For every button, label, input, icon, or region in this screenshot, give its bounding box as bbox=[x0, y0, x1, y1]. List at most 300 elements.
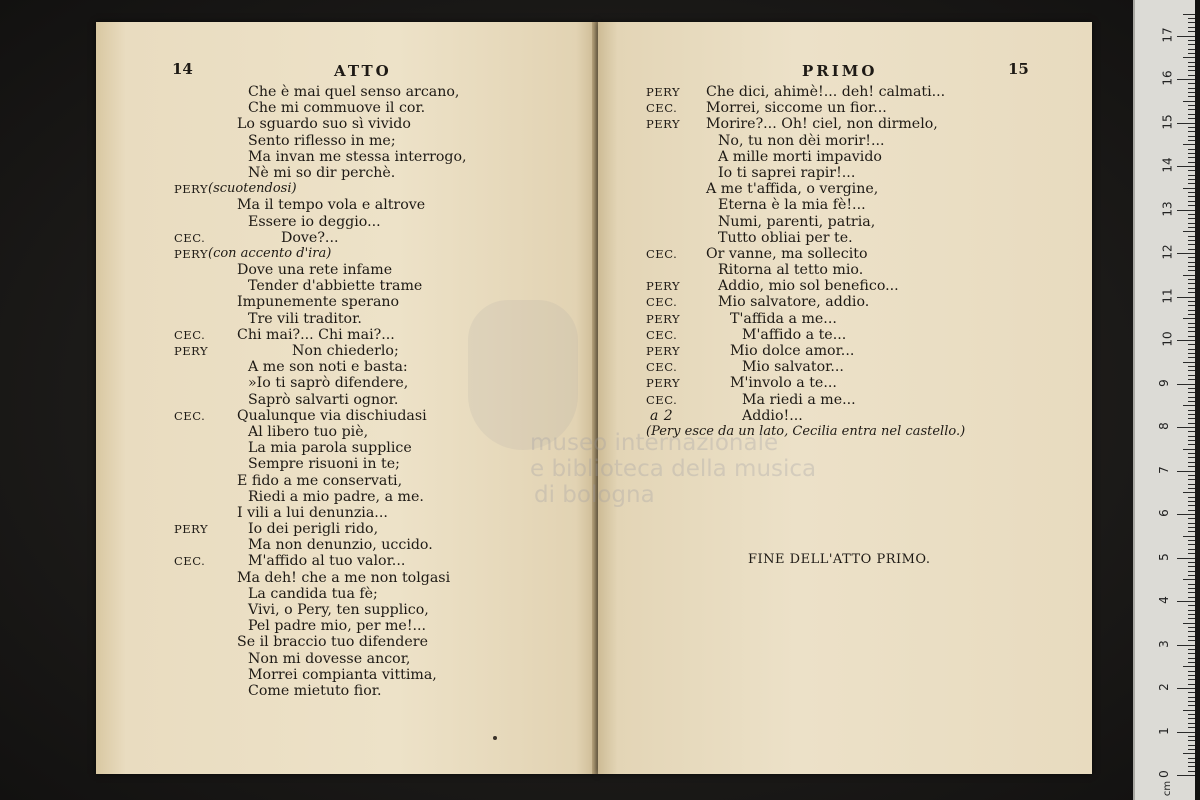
ruler-tick bbox=[1188, 592, 1195, 593]
ruler-tick bbox=[1188, 370, 1195, 371]
ruler-number: 9 bbox=[1156, 378, 1171, 387]
verse-text: No, tu non dèi morir!... bbox=[718, 132, 885, 149]
ruler-tick bbox=[1188, 723, 1195, 724]
ruler-tick bbox=[1188, 649, 1195, 650]
ruler-tick bbox=[1188, 327, 1195, 328]
running-head-left: ATTO bbox=[334, 62, 392, 80]
ruler-tick bbox=[1177, 36, 1195, 37]
verse-text: Nè mi so dir perchè. bbox=[248, 164, 396, 181]
verse-line bbox=[174, 165, 594, 181]
speaker-name: CEC. bbox=[174, 554, 206, 569]
ruler-tick bbox=[1188, 83, 1195, 84]
ruler-tick bbox=[1188, 697, 1195, 698]
ruler-tick bbox=[1188, 183, 1195, 184]
ruler-tick bbox=[1188, 497, 1195, 498]
verse-text: A me t'affida, o vergine, bbox=[706, 181, 879, 198]
verse-text: M'affido a te... bbox=[742, 326, 847, 343]
verse-line bbox=[174, 586, 594, 602]
verse-text: Morrei compianta vittima, bbox=[248, 666, 437, 683]
verse-line bbox=[174, 489, 594, 505]
ruler-tick bbox=[1188, 131, 1195, 132]
ruler-tick bbox=[1188, 636, 1195, 637]
verse-line bbox=[646, 84, 1086, 100]
verse-text: Che dici, ahimè!... deh! calmati... bbox=[706, 84, 946, 100]
ruler-tick bbox=[1188, 279, 1195, 280]
verse-line bbox=[646, 214, 1086, 230]
ruler-tick bbox=[1183, 449, 1195, 450]
ruler-tick bbox=[1188, 479, 1195, 480]
ruler-tick bbox=[1188, 283, 1195, 284]
measuring-ruler bbox=[1133, 0, 1195, 800]
ruler-tick bbox=[1188, 671, 1195, 672]
ruler-tick bbox=[1188, 484, 1195, 485]
ruler-tick bbox=[1183, 753, 1195, 754]
verse-line bbox=[646, 327, 1086, 343]
ruler-tick bbox=[1177, 123, 1195, 124]
ruler-tick bbox=[1188, 262, 1195, 263]
ruler-tick bbox=[1188, 127, 1195, 128]
ruler-tick bbox=[1188, 453, 1195, 454]
watermark-logo bbox=[468, 300, 578, 450]
ruler-tick bbox=[1188, 488, 1195, 489]
ruler-tick bbox=[1188, 223, 1195, 224]
verse-line bbox=[646, 311, 1086, 327]
ruler-tick bbox=[1188, 575, 1195, 576]
ruler-tick bbox=[1188, 44, 1195, 45]
page-number-left: 14 bbox=[172, 60, 193, 78]
speaker-name: PERY bbox=[646, 311, 681, 326]
verse-text: M'involo a te... bbox=[730, 375, 837, 392]
speaker-name: CEC. bbox=[646, 360, 678, 375]
ruler-tick bbox=[1183, 710, 1195, 711]
ruler-tick bbox=[1188, 397, 1195, 398]
ruler-tick bbox=[1177, 427, 1195, 428]
ruler-tick bbox=[1177, 558, 1195, 559]
ruler-tick bbox=[1188, 240, 1195, 241]
speaker-name: CEC. bbox=[646, 101, 678, 116]
ruler-tick bbox=[1188, 410, 1195, 411]
speaker-name: CEC. bbox=[646, 246, 678, 261]
ruler-tick bbox=[1177, 514, 1195, 515]
ruler-tick bbox=[1188, 192, 1195, 193]
ruler-tick bbox=[1188, 736, 1195, 737]
ruler-tick bbox=[1188, 375, 1195, 376]
ruler-tick bbox=[1188, 749, 1195, 750]
ruler-tick bbox=[1183, 144, 1195, 145]
ruler-tick bbox=[1188, 584, 1195, 585]
watermark-line-2: e biblioteca della musica bbox=[530, 456, 817, 482]
verse-text: Chi mai?... Chi mai?... bbox=[237, 326, 395, 343]
ruler-tick bbox=[1188, 766, 1195, 767]
ruler-tick bbox=[1183, 666, 1195, 667]
ruler-tick bbox=[1188, 705, 1195, 706]
verse-line bbox=[646, 149, 1086, 165]
ruler-tick bbox=[1188, 418, 1195, 419]
ruler-tick bbox=[1188, 475, 1195, 476]
ruler-number: 10 bbox=[1160, 331, 1175, 347]
verse-text: Addio!... bbox=[742, 407, 803, 424]
speaker-name: PERY bbox=[646, 344, 681, 358]
verse-line bbox=[646, 181, 1086, 197]
verse-line bbox=[174, 651, 594, 667]
ruler-number: 0 bbox=[1156, 770, 1171, 778]
ruler-tick bbox=[1188, 462, 1195, 463]
speaker-name: CEC. bbox=[174, 230, 206, 245]
speaker-name: CEC. bbox=[646, 327, 678, 342]
verse-line bbox=[646, 343, 1086, 359]
ruler-number: 4 bbox=[1156, 596, 1171, 604]
verse-text: »Io ti saprò difendere, bbox=[248, 375, 409, 392]
ruler-tick bbox=[1188, 758, 1195, 759]
verse-text: Mio salvatore, addio. bbox=[718, 294, 870, 311]
ruler-tick bbox=[1188, 531, 1195, 532]
ruler-tick bbox=[1188, 292, 1195, 293]
verse-line bbox=[174, 278, 594, 294]
ruler-tick bbox=[1188, 353, 1195, 354]
ruler-tick bbox=[1188, 66, 1195, 67]
ruler-tick bbox=[1177, 688, 1195, 689]
ruler-number: 11 bbox=[1160, 287, 1175, 304]
verse-text: Tender d'abbiette trame bbox=[248, 278, 423, 295]
ruler-tick bbox=[1188, 431, 1195, 432]
verse-text: Vivi, o Pery, ten supplico, bbox=[248, 602, 429, 618]
ruler-tick bbox=[1188, 22, 1195, 23]
verse-line bbox=[646, 133, 1086, 149]
verse-text: Io ti saprei rapir!... bbox=[718, 164, 856, 181]
ruler-tick bbox=[1188, 175, 1195, 176]
verse-line bbox=[174, 149, 594, 165]
ruler-tick bbox=[1177, 775, 1195, 776]
ruler-tick bbox=[1188, 388, 1195, 389]
ruler-tick bbox=[1188, 92, 1195, 93]
ruler-tick bbox=[1188, 392, 1195, 393]
verse-line bbox=[174, 618, 594, 634]
ruler-tick bbox=[1188, 105, 1195, 106]
ruler-tick bbox=[1188, 653, 1195, 654]
ruler-tick bbox=[1188, 236, 1195, 237]
ruler-tick bbox=[1188, 662, 1195, 663]
ruler-tick bbox=[1177, 645, 1195, 646]
speaker-name: PERY bbox=[174, 246, 209, 261]
ruler-tick bbox=[1188, 244, 1195, 245]
ruler-tick bbox=[1188, 27, 1195, 28]
verse-line bbox=[174, 521, 594, 537]
ruler-tick bbox=[1188, 571, 1195, 572]
verse-text: Morrei, siccome un fior... bbox=[706, 100, 887, 117]
speaker-name: CEC. bbox=[646, 295, 678, 310]
verse-line bbox=[174, 230, 594, 246]
ruler-number: 1 bbox=[1156, 726, 1171, 735]
ruler-tick bbox=[1188, 714, 1195, 715]
ruler-tick bbox=[1188, 88, 1195, 89]
verse-text: T'affida a me... bbox=[730, 310, 837, 327]
ruler-tick bbox=[1188, 518, 1195, 519]
ruler-tick bbox=[1188, 310, 1195, 311]
ruler-tick bbox=[1188, 627, 1195, 628]
ruler-tick bbox=[1188, 436, 1195, 437]
ruler-tick bbox=[1183, 318, 1195, 319]
ruler-tick bbox=[1183, 405, 1195, 406]
verse-text: M'affido al tuo valor... bbox=[248, 553, 406, 570]
ruler-tick bbox=[1188, 305, 1195, 306]
ruler-tick bbox=[1188, 201, 1195, 202]
verse-text: Che mi commuove il cor. bbox=[248, 100, 426, 117]
verse-text: I vili a lui denunzia... bbox=[237, 504, 388, 521]
verse-text: Essere io deggio... bbox=[248, 213, 381, 230]
verse-text: Ma invan me stessa interrogo, bbox=[248, 148, 467, 165]
ruler-tick bbox=[1188, 266, 1195, 267]
verse-line bbox=[174, 683, 594, 699]
ruler-tick bbox=[1188, 692, 1195, 693]
ruler-tick bbox=[1188, 501, 1195, 502]
ruler-number: 14 bbox=[1160, 157, 1175, 173]
ruler-tick bbox=[1188, 740, 1195, 741]
ruler-tick bbox=[1188, 349, 1195, 350]
verse-text: Saprò salvarti ognor. bbox=[248, 391, 399, 408]
verse-line bbox=[646, 197, 1086, 213]
ruler-tick bbox=[1188, 771, 1195, 772]
verse-line bbox=[174, 553, 594, 569]
verse-text: Impunemente sperano bbox=[237, 294, 400, 311]
ruler-tick bbox=[1188, 605, 1195, 606]
verse-text: Riedi a mio padre, a me. bbox=[248, 488, 424, 505]
ruler-tick bbox=[1188, 157, 1195, 158]
verse-line bbox=[646, 359, 1086, 375]
ruler-tick bbox=[1188, 62, 1195, 63]
ruler-tick bbox=[1188, 466, 1195, 467]
ruler-tick bbox=[1188, 618, 1195, 619]
stage-direction: (con accento d'ira) bbox=[208, 245, 332, 261]
ruler-tick bbox=[1188, 566, 1195, 567]
verse-text: Ma riedi a me... bbox=[742, 391, 856, 408]
verse-line bbox=[174, 634, 594, 650]
verse-line bbox=[646, 246, 1086, 262]
ruler-tick bbox=[1188, 288, 1195, 289]
ruler-tick bbox=[1183, 14, 1195, 15]
ruler-tick bbox=[1183, 623, 1195, 624]
ruler-number: 7 bbox=[1156, 465, 1171, 474]
ruler-tick bbox=[1188, 423, 1195, 424]
verse-line bbox=[174, 246, 594, 262]
ruler-tick bbox=[1188, 227, 1195, 228]
ruler-tick bbox=[1183, 579, 1195, 580]
ruler-tick bbox=[1188, 18, 1195, 19]
ruler-tick bbox=[1183, 362, 1195, 363]
ruler-tick bbox=[1188, 610, 1195, 611]
verse-line bbox=[174, 602, 594, 618]
ruler-number: 6 bbox=[1156, 509, 1171, 517]
ruler-tick bbox=[1183, 536, 1195, 537]
verse-text: Dove?... bbox=[281, 229, 339, 246]
ruler-unit: cm bbox=[1162, 780, 1174, 797]
ruler-tick bbox=[1188, 31, 1195, 32]
verse-text: Non chiederlo; bbox=[292, 343, 399, 359]
ruler-tick bbox=[1188, 109, 1195, 110]
ruler-tick bbox=[1188, 153, 1195, 154]
ruler-tick bbox=[1183, 275, 1195, 276]
ruler-tick bbox=[1188, 96, 1195, 97]
speaker-name: PERY bbox=[174, 182, 209, 197]
ink-dot bbox=[493, 736, 497, 740]
ruler-tick bbox=[1188, 540, 1195, 541]
ruler-tick bbox=[1188, 170, 1195, 171]
ruler-tick bbox=[1188, 727, 1195, 728]
ruler-number: 15 bbox=[1160, 113, 1175, 130]
ruler-number: 17 bbox=[1160, 26, 1175, 43]
verse-line bbox=[174, 197, 594, 213]
ruler-tick bbox=[1177, 471, 1195, 472]
ruler-tick bbox=[1188, 357, 1195, 358]
ruler-tick bbox=[1188, 118, 1195, 119]
verse-text: Mio dolce amor... bbox=[730, 343, 855, 359]
ruler-tick bbox=[1188, 614, 1195, 615]
ruler-tick bbox=[1177, 384, 1195, 385]
watermark-line-3: di bologna bbox=[534, 482, 655, 508]
verse-text: Pel padre mio, per me!... bbox=[248, 618, 427, 635]
ruler-tick bbox=[1177, 340, 1195, 341]
verse-line bbox=[174, 537, 594, 553]
ruler-tick bbox=[1188, 762, 1195, 763]
speaker-name: PERY bbox=[174, 522, 209, 537]
ruler-tick bbox=[1188, 597, 1195, 598]
ruler-tick bbox=[1188, 270, 1195, 271]
verse-line bbox=[174, 667, 594, 683]
verse-text: Ma non denunzio, uccido. bbox=[248, 537, 433, 554]
ruler-tick bbox=[1188, 366, 1195, 367]
ruler-tick bbox=[1188, 505, 1195, 506]
verse-line bbox=[174, 473, 594, 489]
ruler-tick bbox=[1188, 218, 1195, 219]
verse-text: Se il braccio tuo difendere bbox=[237, 634, 428, 651]
verse-line bbox=[174, 100, 594, 116]
ruler-tick bbox=[1188, 684, 1195, 685]
ruler-number: 16 bbox=[1160, 70, 1175, 86]
ruler-tick bbox=[1188, 631, 1195, 632]
ruler-tick bbox=[1188, 675, 1195, 676]
ruler-tick bbox=[1177, 297, 1195, 298]
ruler-tick bbox=[1188, 588, 1195, 589]
ruler-tick bbox=[1183, 188, 1195, 189]
ruler-tick bbox=[1188, 544, 1195, 545]
ruler-tick bbox=[1188, 701, 1195, 702]
verse-text: Tutto obliai per te. bbox=[718, 229, 853, 246]
verse-line bbox=[174, 133, 594, 149]
watermark-line-1: museo internazionale bbox=[530, 430, 779, 456]
ruler-tick bbox=[1188, 379, 1195, 380]
verse-text: Numi, parenti, patria, bbox=[718, 213, 876, 230]
verse-text: Dove una rete infame bbox=[237, 262, 393, 279]
ruler-tick bbox=[1188, 640, 1195, 641]
verse-text: A me son noti e basta: bbox=[248, 359, 408, 376]
verse-text: Mio salvator... bbox=[742, 359, 844, 376]
ruler-number: 2 bbox=[1156, 683, 1171, 691]
verse-text: A mille morti impavido bbox=[718, 148, 882, 165]
ruler-number: 12 bbox=[1160, 244, 1175, 260]
verse-line bbox=[646, 375, 1086, 391]
verse-text: Ritorna al tetto mio. bbox=[718, 262, 864, 279]
ruler-tick bbox=[1188, 140, 1195, 141]
ruler-number: 3 bbox=[1156, 639, 1171, 648]
verse-line bbox=[174, 456, 594, 472]
ruler-tick bbox=[1188, 114, 1195, 115]
ruler-tick bbox=[1188, 301, 1195, 302]
verse-text: Qualunque via dischiudasi bbox=[237, 407, 427, 424]
ruler-tick bbox=[1188, 196, 1195, 197]
stage-direction: (scuotendosi) bbox=[208, 181, 297, 197]
page-number-right: 15 bbox=[1008, 60, 1029, 78]
ruler-tick bbox=[1188, 444, 1195, 445]
ruler-tick bbox=[1188, 344, 1195, 345]
ruler-tick bbox=[1188, 40, 1195, 41]
ruler-tick bbox=[1188, 553, 1195, 554]
verse-line bbox=[646, 165, 1086, 181]
ruler-tick bbox=[1188, 70, 1195, 71]
ruler-tick bbox=[1188, 679, 1195, 680]
verse-text: Ma il tempo vola e altrove bbox=[237, 197, 426, 214]
speaker-name: CEC. bbox=[646, 392, 678, 407]
ruler-tick bbox=[1188, 549, 1195, 550]
ruler-tick bbox=[1188, 457, 1195, 458]
ruler-tick bbox=[1183, 101, 1195, 102]
ruler-tick bbox=[1188, 53, 1195, 54]
ruler-tick bbox=[1183, 57, 1195, 58]
verse-text: Sento riflesso in me; bbox=[248, 132, 396, 149]
ruler-tick bbox=[1188, 718, 1195, 719]
ruler-tick bbox=[1177, 210, 1195, 211]
ruler-tick bbox=[1177, 79, 1195, 80]
ruler-tick bbox=[1188, 162, 1195, 163]
ruler-tick bbox=[1188, 136, 1195, 137]
verse-line bbox=[646, 294, 1086, 310]
ruler-tick bbox=[1177, 253, 1195, 254]
verse-text: Non mi dovesse ancor, bbox=[248, 650, 411, 667]
ruler-tick bbox=[1188, 336, 1195, 337]
ruler-tick bbox=[1177, 732, 1195, 733]
verse-line bbox=[174, 84, 594, 100]
verse-text: La mia parola supplice bbox=[248, 440, 412, 457]
verse-text: Eterna è la mia fè!... bbox=[718, 197, 866, 214]
ruler-tick bbox=[1188, 440, 1195, 441]
right-page-text bbox=[646, 84, 1086, 440]
ruler-tick bbox=[1188, 527, 1195, 528]
ruler-tick bbox=[1177, 166, 1195, 167]
right-page bbox=[598, 22, 1092, 774]
verse-line bbox=[646, 230, 1086, 246]
ruler-tick bbox=[1188, 331, 1195, 332]
speaker-name: PERY bbox=[646, 85, 681, 99]
ruler-tick bbox=[1188, 205, 1195, 206]
verse-text: Morire?... Oh! ciel, non dirmelo, bbox=[706, 116, 938, 133]
verse-line bbox=[646, 278, 1086, 294]
verse-line bbox=[646, 424, 1086, 440]
verse-line bbox=[646, 116, 1086, 132]
end-of-act: FINE DELL'ATTO PRIMO. bbox=[748, 552, 931, 567]
verse-text: E fido a me conservati, bbox=[237, 472, 403, 489]
ruler-tick bbox=[1188, 658, 1195, 659]
verse-line bbox=[174, 214, 594, 230]
verse-text: Lo sguardo suo sì vivido bbox=[237, 116, 411, 133]
ruler-tick bbox=[1188, 562, 1195, 563]
ruler-number: 5 bbox=[1156, 552, 1171, 561]
speaker-name: PERY bbox=[646, 117, 681, 132]
running-head-right: PRIMO bbox=[802, 62, 878, 80]
speaker-name: PERY bbox=[174, 344, 209, 358]
verse-line bbox=[646, 100, 1086, 116]
ruler-tick bbox=[1183, 492, 1195, 493]
ruler-tick bbox=[1188, 314, 1195, 315]
ruler-tick bbox=[1188, 214, 1195, 215]
ruler-number: 13 bbox=[1160, 200, 1175, 217]
